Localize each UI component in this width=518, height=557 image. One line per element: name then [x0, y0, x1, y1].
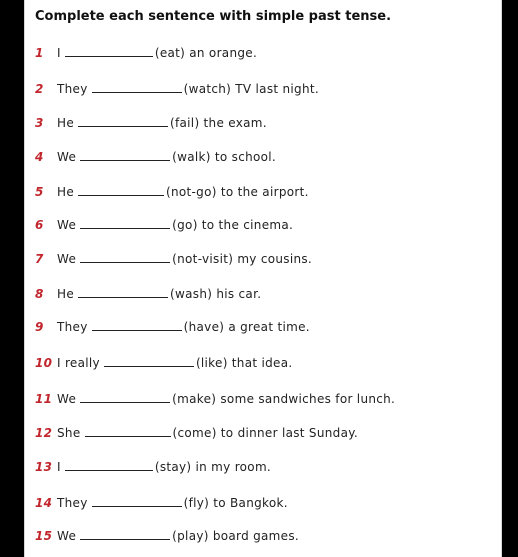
sentence-number: 4	[35, 150, 44, 164]
sentence-subject: They	[57, 320, 88, 334]
sentence-subject: I	[57, 460, 61, 474]
answer-blank[interactable]	[80, 150, 170, 161]
answer-blank[interactable]	[80, 529, 170, 540]
sentence-number: 12	[35, 426, 53, 440]
sentence-number: 6	[35, 218, 44, 232]
answer-blank[interactable]	[80, 218, 170, 229]
sentence-subject: We	[57, 529, 77, 543]
sentence-subject: We	[57, 252, 77, 266]
worksheet-page	[24, 0, 502, 557]
sentence-row	[35, 496, 288, 512]
sentence-number: 11	[35, 392, 53, 406]
sentence-subject: They	[57, 82, 88, 96]
sentence-rest: (play) board games.	[172, 529, 300, 543]
sentence-number: 2	[35, 82, 44, 96]
sentence-subject: We	[57, 150, 77, 164]
sentence-subject: He	[57, 287, 75, 301]
sentence-rest: (eat) an orange.	[154, 46, 258, 60]
answer-blank[interactable]	[65, 460, 153, 471]
sentence-number: 5	[35, 185, 44, 199]
worksheet-title: Complete each sentence with simple past tense.	[35, 9, 392, 24]
answer-blank[interactable]	[92, 496, 182, 507]
sentence-rest: (wash) his car.	[170, 287, 262, 301]
sentence-subject: We	[57, 392, 77, 406]
sentence-row	[35, 150, 276, 166]
sentence-subject: She	[57, 426, 81, 440]
sentence-rest: (not-visit) my cousins.	[172, 252, 313, 266]
sentence-rest: (fly) to Bangkok.	[183, 496, 288, 510]
sentence-subject: He	[57, 185, 75, 199]
sentence-row	[35, 46, 257, 62]
sentence-rest: (go) to the cinema.	[172, 218, 294, 232]
sentence-row	[35, 252, 312, 268]
answer-blank[interactable]	[65, 46, 153, 57]
answer-blank[interactable]	[78, 116, 168, 127]
sentence-row	[35, 460, 271, 476]
sentence-number: 14	[35, 496, 53, 510]
sentence-rest: (like) that idea.	[195, 356, 293, 370]
sentence-number: 1	[35, 46, 44, 60]
sentence-subject: I	[57, 46, 61, 60]
sentence-rest: (fail) the exam.	[170, 116, 267, 130]
sentence-number: 15	[35, 529, 53, 543]
sentence-rest: (make) some sandwiches for lunch.	[172, 392, 396, 406]
answer-blank[interactable]	[78, 185, 164, 196]
sentence-number: 10	[35, 356, 53, 370]
sentence-number: 13	[35, 460, 53, 474]
sentence-row	[35, 529, 299, 545]
sentence-row	[35, 426, 358, 442]
answer-blank[interactable]	[78, 287, 168, 298]
sentence-row	[35, 116, 267, 132]
sentence-subject: They	[57, 496, 88, 510]
sentence-rest: (watch) TV last night.	[183, 82, 319, 96]
sentence-rest: (walk) to school.	[172, 150, 277, 164]
sentence-subject: He	[57, 116, 75, 130]
answer-blank[interactable]	[92, 320, 182, 331]
sentence-number: 9	[35, 320, 44, 334]
sentence-subject: I really	[57, 356, 100, 370]
sentence-rest: (stay) in my room.	[154, 460, 272, 474]
sentence-row	[35, 218, 293, 234]
sentence-row	[35, 356, 292, 372]
answer-blank[interactable]	[104, 356, 194, 367]
sentence-row	[35, 320, 310, 336]
sentence-row	[35, 82, 319, 98]
sentence-rest: (come) to dinner last Sunday.	[172, 426, 359, 440]
answer-blank[interactable]	[85, 426, 171, 437]
sentence-rest: (have) a great time.	[183, 320, 310, 334]
sentence-row	[35, 392, 395, 408]
answer-blank[interactable]	[80, 252, 170, 263]
sentence-row	[35, 287, 261, 303]
answer-blank[interactable]	[80, 392, 170, 403]
sentence-rest: (not-go) to the airport.	[166, 185, 309, 199]
sentence-number: 7	[35, 252, 44, 266]
sentence-row	[35, 185, 309, 201]
sentence-number: 8	[35, 287, 44, 301]
sentence-subject: We	[57, 218, 77, 232]
answer-blank[interactable]	[92, 82, 182, 93]
sentence-number: 3	[35, 116, 44, 130]
